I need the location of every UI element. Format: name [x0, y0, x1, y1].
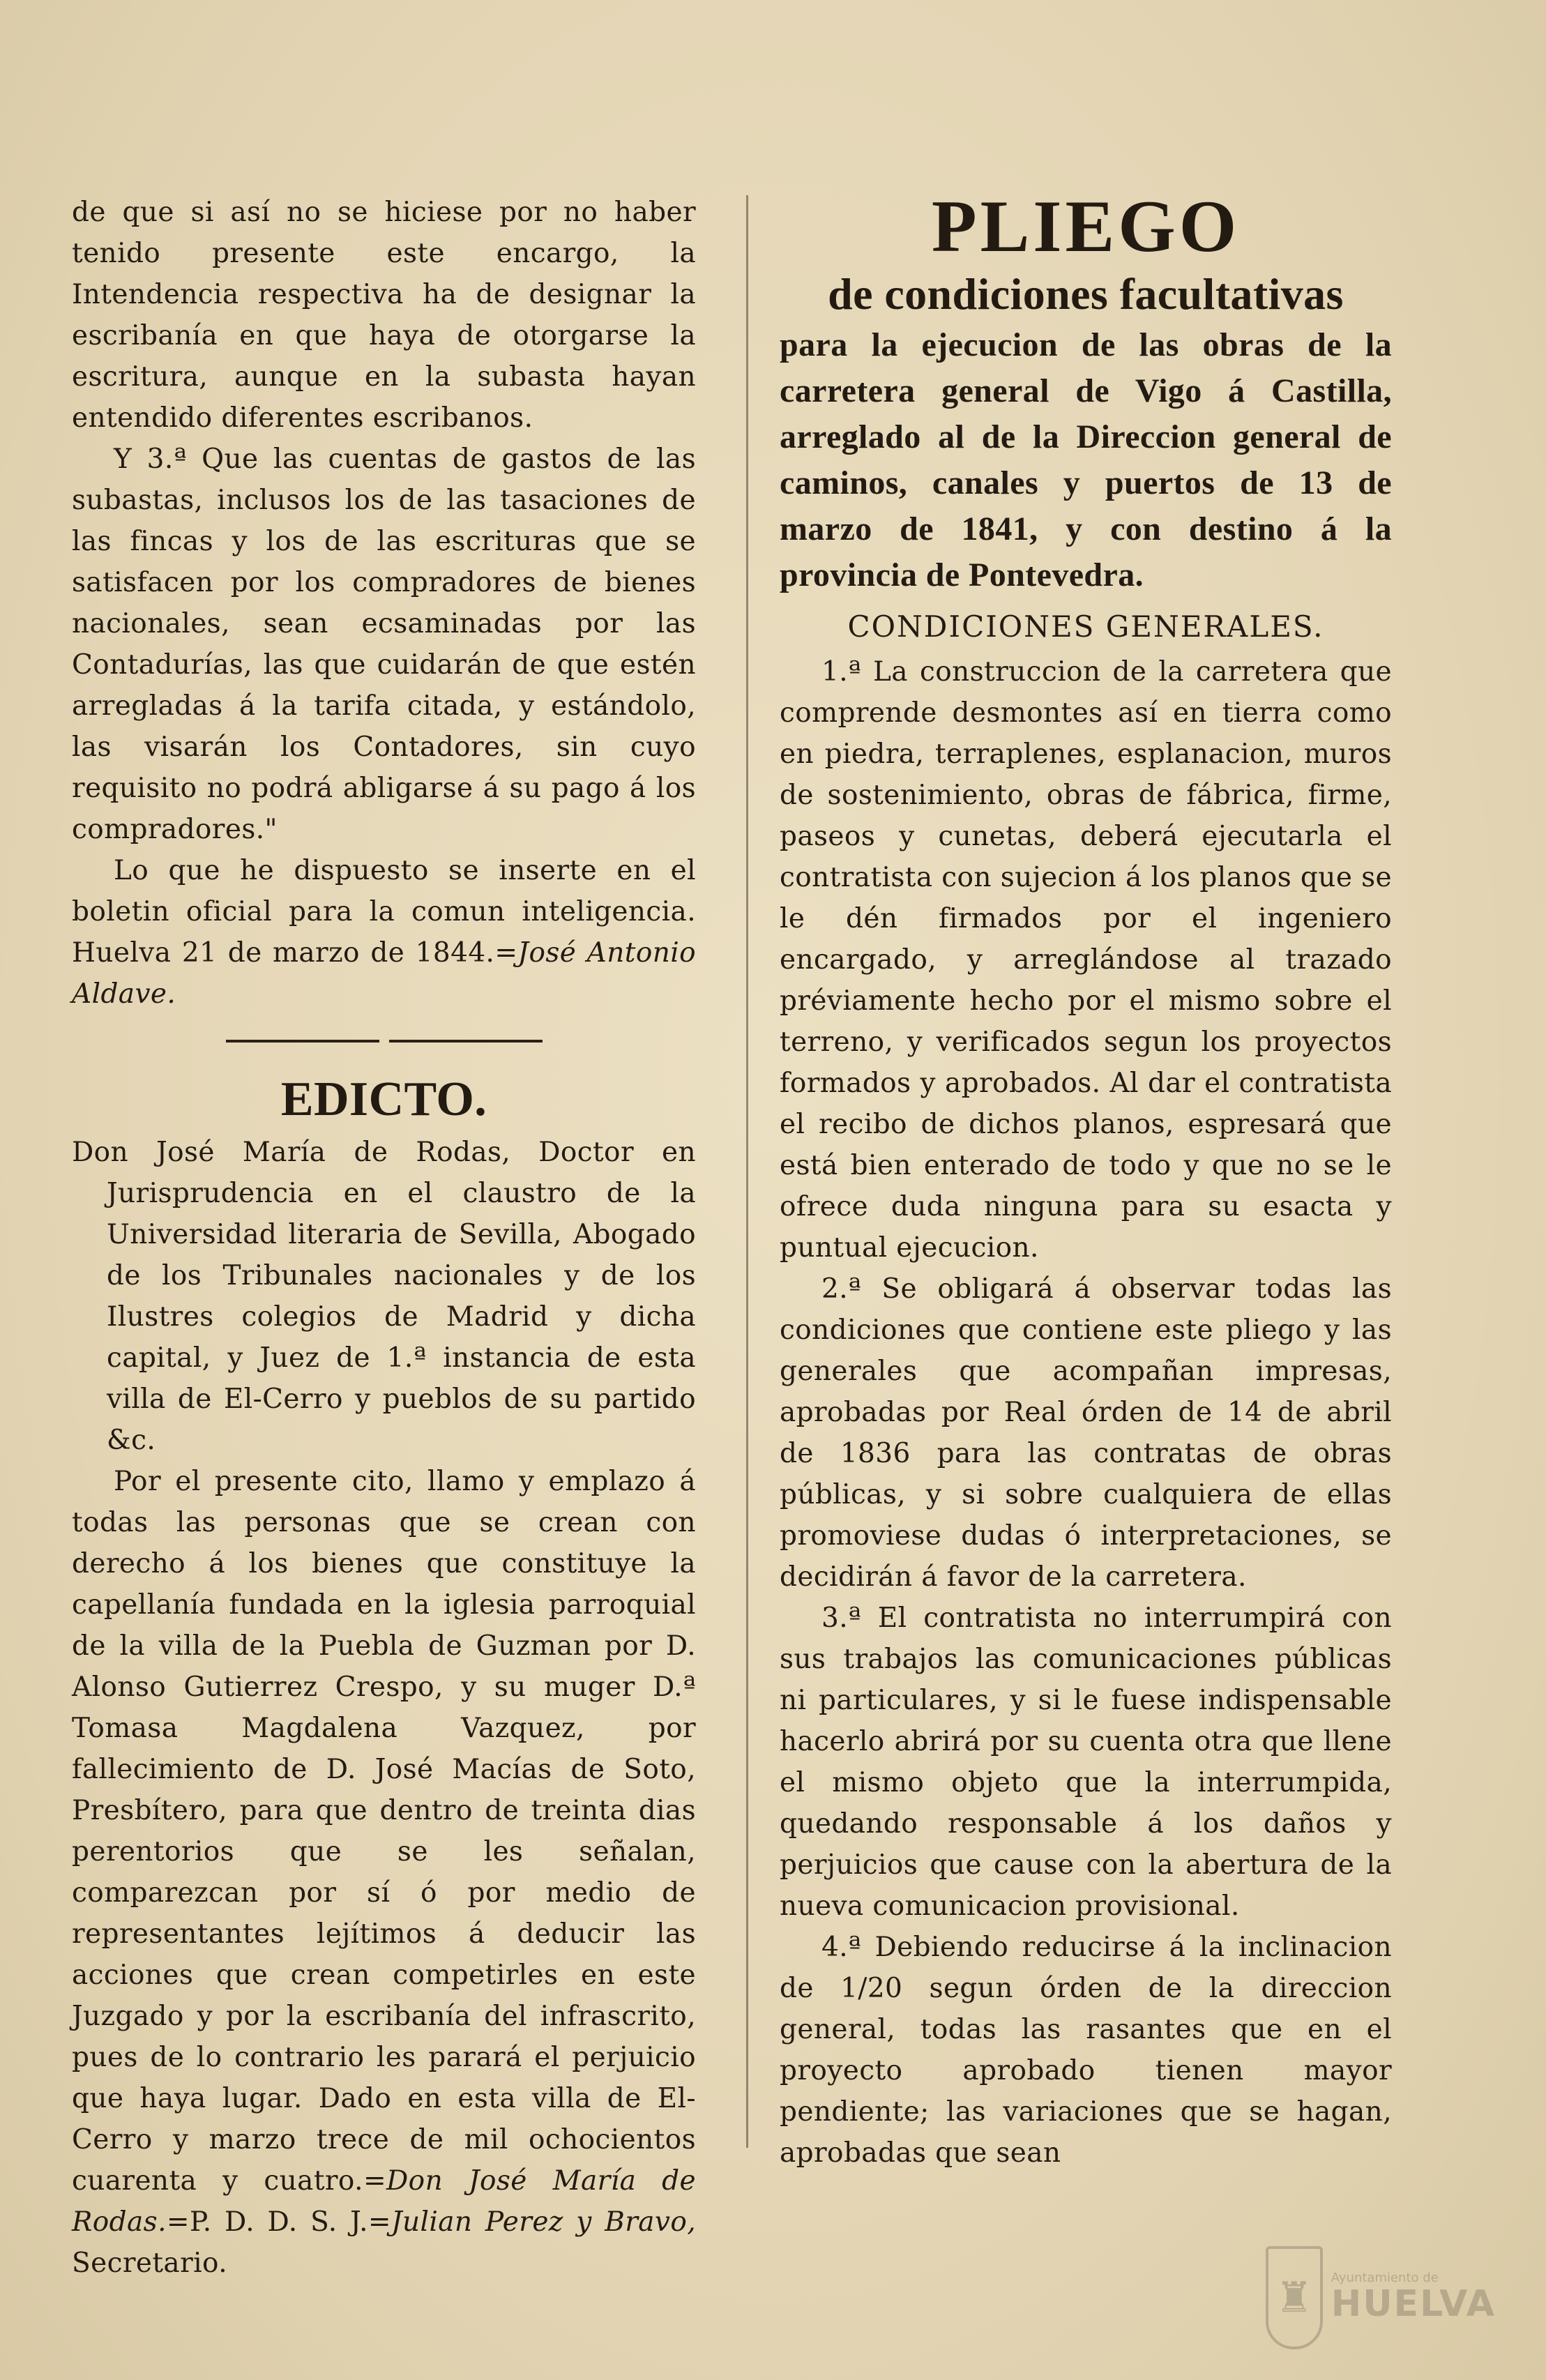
closing-text: Lo que he dispuesto se inserte en el boletin oficial para la comun inteligencia. Huelva 21 de marzo de 1844. — [72, 855, 696, 969]
pliego-subtitle-body: para la ejecucion de las obras de la carretera general de Vigo á Castilla, arreglado al de la Direccion general de caminos, canales y puertos de 13 de marzo de 1841, y con destino á la provincia de Pontevedra. — [780, 326, 1392, 593]
column-divider — [746, 195, 748, 2148]
pliego-subtitle: de condiciones facultativas — [828, 269, 1344, 319]
closing-signature: =José Antonio Aldave. — [72, 937, 696, 1010]
coat-of-arms-icon: ♜ — [1266, 2246, 1323, 2349]
condition-2: 2.ª Se obligará á observar todas las condiciones que contiene este pliego y las generales que acompañan impresas, aprobadas por Real órden de 14 de abril de 1836 para las contratas de obras públicas, y si sobre cualquiera de ellas promoviese dudas ó interpretaciones, se decidirán á favor de la carretera. — [780, 1273, 1392, 1593]
section-divider — [72, 1040, 696, 1043]
item3-paragraph: Y 3.ª Que las cuentas de gastos de las subastas, inclusos los de las tasaciones de las fincas y los de las escrituras que se satisfacen por los compradores de bienes nacionales, sean ecsaminadas por las Contadurías, las que cuidarán de que estén arregladas á la tarifa citada, y estándolo, las visarán los Contadores, sin cuyo requisito no podrá abligarse á su pago á los compradores." — [72, 444, 696, 845]
right-column — [780, 183, 1392, 2174]
condition-4: 4.ª Debiendo reducirse á la inclinacion de 1/20 segun órden de la direccion general, todas las rasantes que en el proyecto aprobado tienen mayor pendiente; las variaciones que se hagan, aprobadas que sean — [780, 1932, 1392, 2169]
edicto-mid-text: =P. D. D. S. J. — [166, 2206, 368, 2238]
divider-rule-left — [226, 1040, 379, 1043]
edicto-body — [72, 1461, 696, 2284]
edicto-signature-secretary: =Julian Perez y Bravo, — [367, 2206, 697, 2238]
closing-paragraph — [72, 850, 696, 1015]
archive-watermark — [1266, 2235, 1496, 2360]
edicto-role: Secretario. — [72, 2248, 227, 2279]
edicto-body-text: Por el presente cito, llamo y emplazo á todas las personas que se crean con derecho á los bienes que constituye la capellanía fundada en la iglesia parroquial de la villa de la Puebla de Guzman por D. Alonso Gutierrez Crespo, y su muger D.ª Tomasa Magdalena Vazquez, por fallecimiento de D. José Macías de Soto, Presbítero, para que dentro de treinta dias perentorios que se les señalan, comparezcan por sí ó por medio de representantes lejítimos á deducir las acciones que crean competirles en este Juzgado y por la escribanía del infrascrito, pues de lo contrario les parará el perjuicio que haya lugar. Dado en esta villa de El-Cerro y marzo trece de mil ochocientos cuarenta y cuatro. — [72, 1466, 696, 2197]
edicto-title: EDICTO. — [280, 1072, 487, 1126]
edicto-intro: Don José María de Rodas, Doctor en Jurisprudencia en el claustro de la Universidad literaria de Sevilla, Abogado de los Tribunales nacionales y de los Ilustres colegios de Madrid y dicha capital, y Juez de 1.ª instancia de esta villa de El-Cerro y pueblos de su partido &c. — [72, 1137, 696, 1456]
watermark-text — [1331, 2271, 1496, 2325]
condition-1: 1.ª La construccion de la carretera que comprende desmontes así en tierra como en piedra, terraplenes, esplanacion, muros de sostenimiento, obras de fábrica, firme, paseos y cunetas, deberá ejecutarla el contratista con sujecion á los planos que se le dén firmados por el ingeniero encargado, y arreglándose al trazado préviamente hecho por el mismo sobre el terreno, y verificados segun los proyectos formados y aprobados. Al dar el contratista el recibo de dichos planos, espresará que está bien enterado de todo y que no se le ofrece duda ninguna para su esacta y puntual ejecucion. — [780, 656, 1392, 1264]
watermark-big-text: HUELVA — [1331, 2283, 1496, 2326]
intro-paragraph: de que si así no se hiciese por no haber tenido presente este encargo, la Intendencia respectiva ha de designar la escribanía en que haya de otorgarse la escritura, aunque en la subasta hayan entendido diferentes escribanos. — [72, 197, 696, 434]
edicto-signature-judge: =Don José María de Rodas. — [72, 2165, 696, 2238]
pliego-title: PLIEGO — [931, 185, 1241, 267]
section-heading: CONDICIONES GENERALES. — [847, 609, 1324, 644]
divider-rule-right — [389, 1040, 543, 1043]
condition-3: 3.ª El contratista no interrumpirá con sus trabajos las comunicaciones públicas ni particulares, y si le fuese indispensable hacerlo abrirá por su cuenta otra que llene el mismo objeto que la interrumpida, quedando responsable á los daños y perjuicios que cause con la abertura de la nueva comunicacion provisional. — [780, 1602, 1392, 1922]
watermark-small-text: Ayuntamiento de — [1331, 2270, 1439, 2285]
left-column — [72, 192, 696, 2284]
